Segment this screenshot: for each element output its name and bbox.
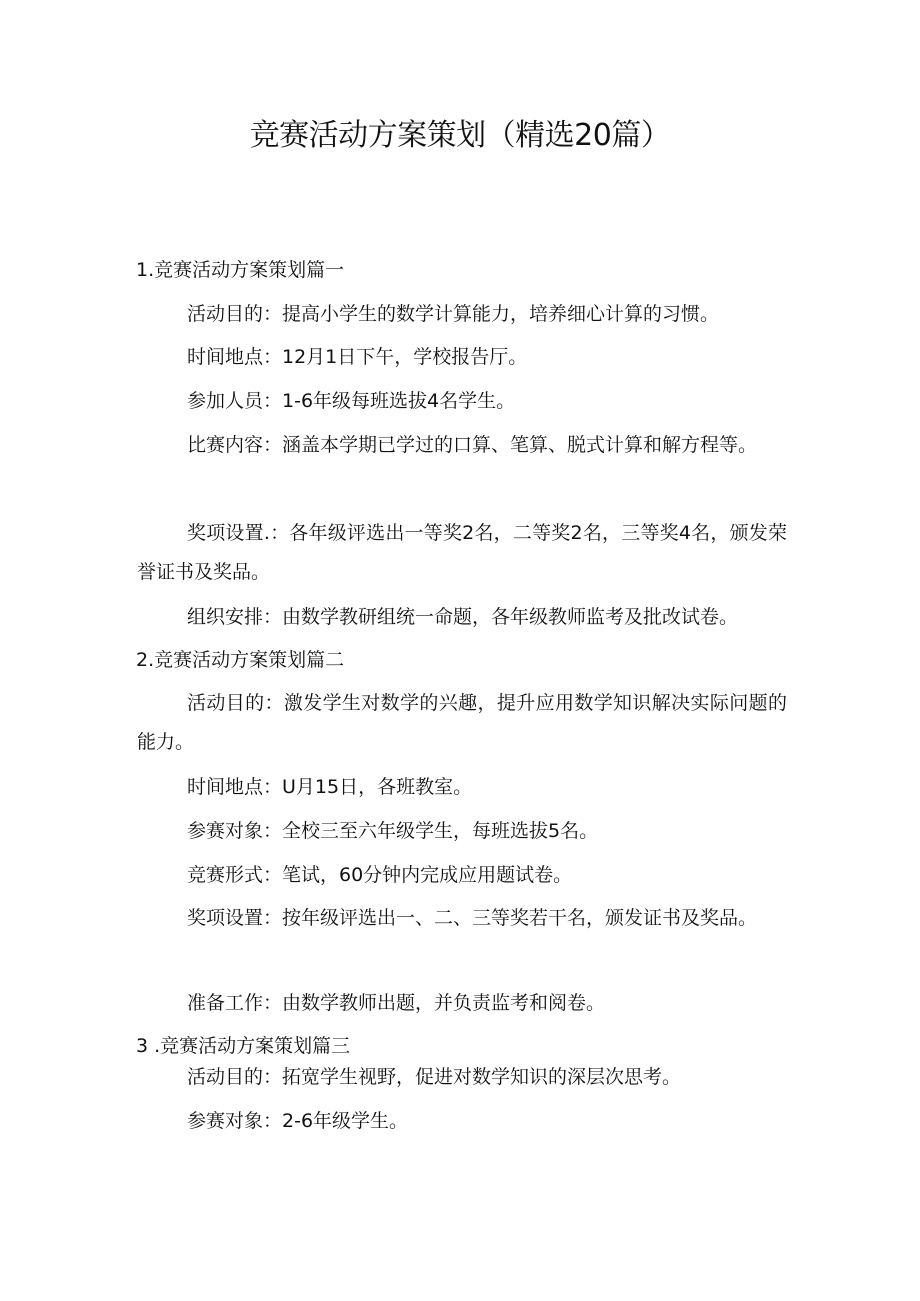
paragraph: 时间地点：U月15日，各班教室。 — [187, 776, 473, 798]
paragraph: 参赛对象：全校三至六年级学生，每班选拔5名。 — [187, 820, 599, 842]
paragraph: 奖项设置：按年级评选出一、二、三等奖若干名，颁发证书及奖品。 — [187, 907, 758, 929]
paragraph: 组织安排：由数学教研组统一命题，各年级教师监考及批改试卷。 — [187, 606, 739, 628]
paragraph: 竞赛形式：笔试，60分钟内完成应用题试卷。 — [187, 864, 573, 886]
section-heading-2: 2.竞赛活动方案策划篇二 — [136, 649, 345, 671]
paragraph: 准备工作：由数学教师出题，并负责监考和阅卷。 — [187, 992, 606, 1014]
paragraph: 时间地点：12月1日下午，学校报告厅。 — [187, 346, 528, 368]
document-title: 竞赛活动方案策划（精选20篇） — [249, 118, 671, 153]
paragraph: 活动目的：拓宽学生视野，促进对数学知识的深层次思考。 — [187, 1066, 682, 1088]
paragraph: 活动目的：激发学生对数学的兴趣，提升应用数学知识解决实际问题的能力。 — [137, 692, 787, 753]
paragraph: 活动目的：提高小学生的数学计算能力，培养细心计算的习惯。 — [187, 303, 720, 325]
paragraph: 参赛对象：2-6年级学生。 — [187, 1110, 409, 1132]
paragraph: 参加人员：1-6年级每班选拔4名学生。 — [187, 390, 516, 412]
paragraph: 奖项设置.：各年级评选出一等奖2名，二等奖2名，三等奖4名，颁发荣誉证书及奖品。 — [137, 522, 787, 583]
section-heading-1: 1.竞赛活动方案策划篇一 — [136, 259, 345, 281]
section-heading-3: 3 .竞赛活动方案策划篇三 — [136, 1035, 351, 1057]
paragraph: 比赛内容：涵盖本学期已学过的口算、笔算、脱式计算和解方程等。 — [187, 434, 758, 456]
